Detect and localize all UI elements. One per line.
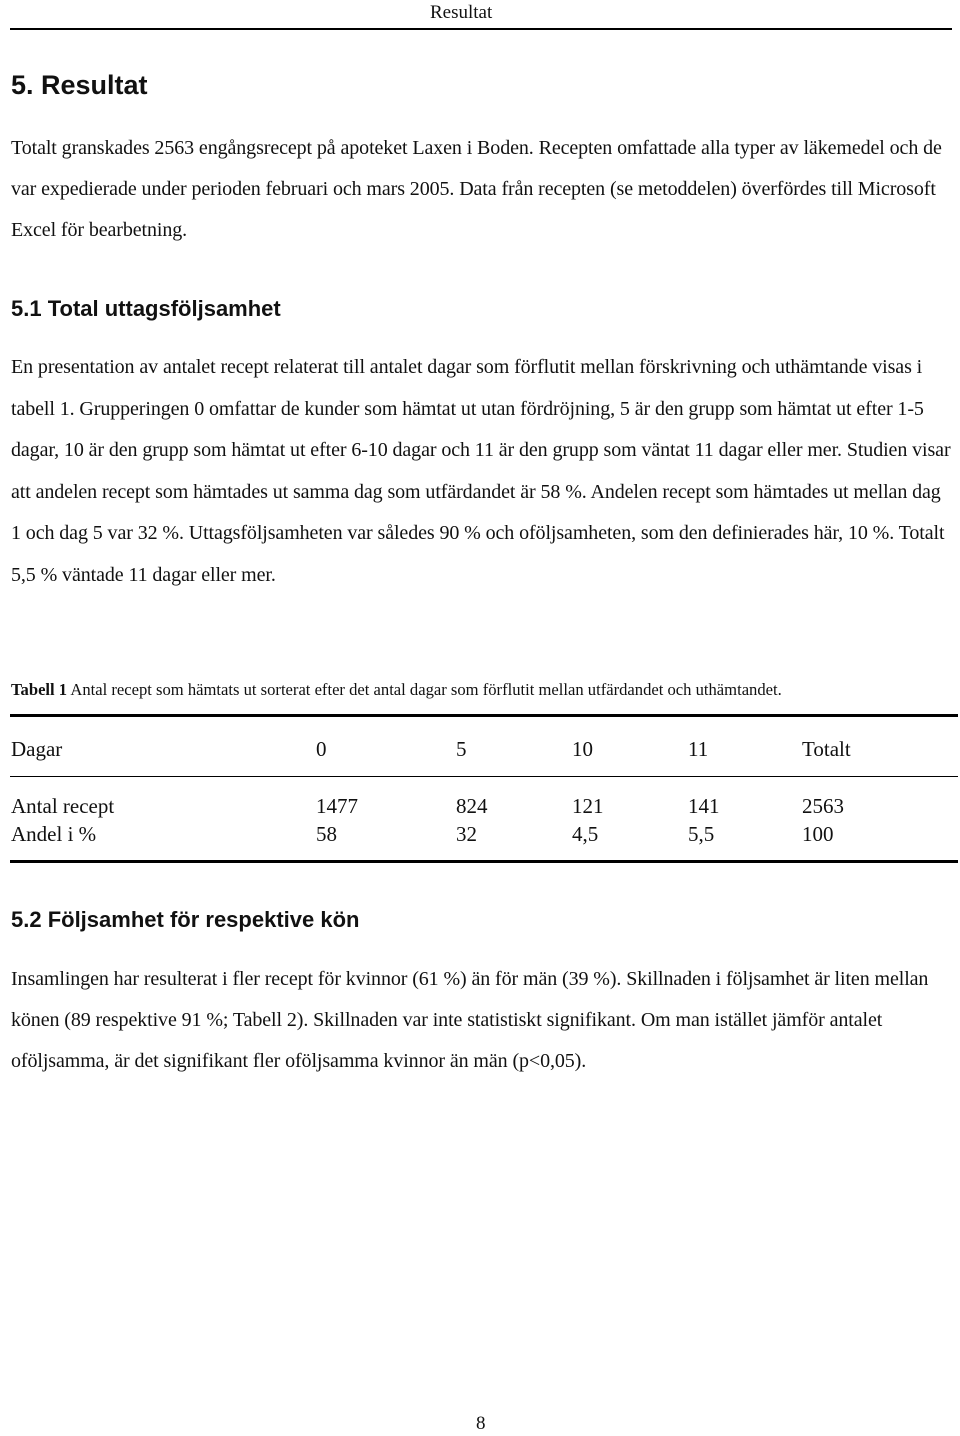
foljsamhet-kon-paragraph: Insamlingen har resulterat i fler recept för kvinnor (61 %) än för män (39 %). Skillnaden i följsamhet är liten mellan könen (89 respektive 91 %; Tabell 2). Skillnaden var inte statistiskt signifikant. Om man istället jämför antalet oföljsamma, är det signifikant fler oföljsamma kvinnor än män (p<0,05).: [11, 968, 929, 1072]
table-cell: 141: [688, 794, 720, 818]
table-cell: 1477: [316, 794, 358, 818]
table-cell: 121: [572, 794, 604, 818]
section-heading-resultat: 5. Resultat: [11, 70, 148, 100]
page-number: 8: [476, 1413, 486, 1434]
table-cell: Antal recept: [11, 794, 115, 818]
table-header-cell: 5: [456, 737, 467, 761]
table-cell: 2563: [802, 794, 844, 818]
table-cell: 824: [456, 794, 488, 818]
running-header: Resultat: [430, 2, 493, 23]
intro-paragraph: Totalt granskades 2563 engångsrecept på apoteket Laxen i Boden. Recepten omfattade alla typer av läkemedel och de var expedierade under perioden februari och mars 2005. Data från recepten (se metoddelen) överfördes till Microsoft Excel för bearbetning.: [11, 137, 942, 241]
table-cell: 58: [316, 822, 337, 846]
table-bottom-rule: [10, 860, 958, 863]
table-caption-label: Tabell 1: [11, 680, 68, 699]
table-header-rule: [10, 776, 958, 777]
table-cell: 100: [802, 822, 834, 846]
header-rule: [10, 28, 952, 30]
table-top-rule: [10, 714, 958, 717]
table-caption-text: Antal recept som hämtats ut sorterat efter det antal dagar som förflutit mellan utfärdandet och uthämtandet.: [67, 680, 782, 699]
table-header-cell: 11: [688, 737, 709, 761]
uttagsfoljsamhet-paragraph: En presentation av antalet recept relaterat till antalet dagar som förflutit mellan förskrivning och uthämtande visas i tabell 1. Grupperingen 0 omfattar de kunder som hämtat ut utan fördröjning, 5 är den grupp som hämtat ut efter 1-5 dagar, 10 är den grupp som hämtat ut efter 6-10 dagar och 11 är den grupp som väntat 11 dagar eller mer. Studien visar att andelen recept som hämtades ut samma dag som utfärdandet är 58 %. Andelen recept som hämtades ut mellan dag 1 och dag 5 var 32 %. Uttagsföljsamheten var således 90 % och oföljsamheten, som den definierades här, 10 %. Totalt 5,5 % väntade 11 dagar eller mer.: [11, 356, 951, 586]
section-heading-foljsamhet-kon: 5.2 Följsamhet för respektive kön: [11, 907, 360, 932]
table-header-cell: 10: [572, 737, 593, 761]
table-cell: 5,5: [688, 822, 715, 846]
table-cell: Andel i %: [11, 822, 97, 846]
table-caption: [11, 680, 782, 700]
table-cell: 32: [456, 822, 477, 846]
section-heading-total-uttagsfoljsamhet: 5.1 Total uttagsföljsamhet: [11, 296, 281, 321]
table-cell: 4,5: [572, 822, 599, 846]
table-header-cell: Dagar: [11, 737, 63, 761]
table-header-cell: 0: [316, 737, 327, 761]
table-header-cell: Totalt: [802, 737, 851, 761]
